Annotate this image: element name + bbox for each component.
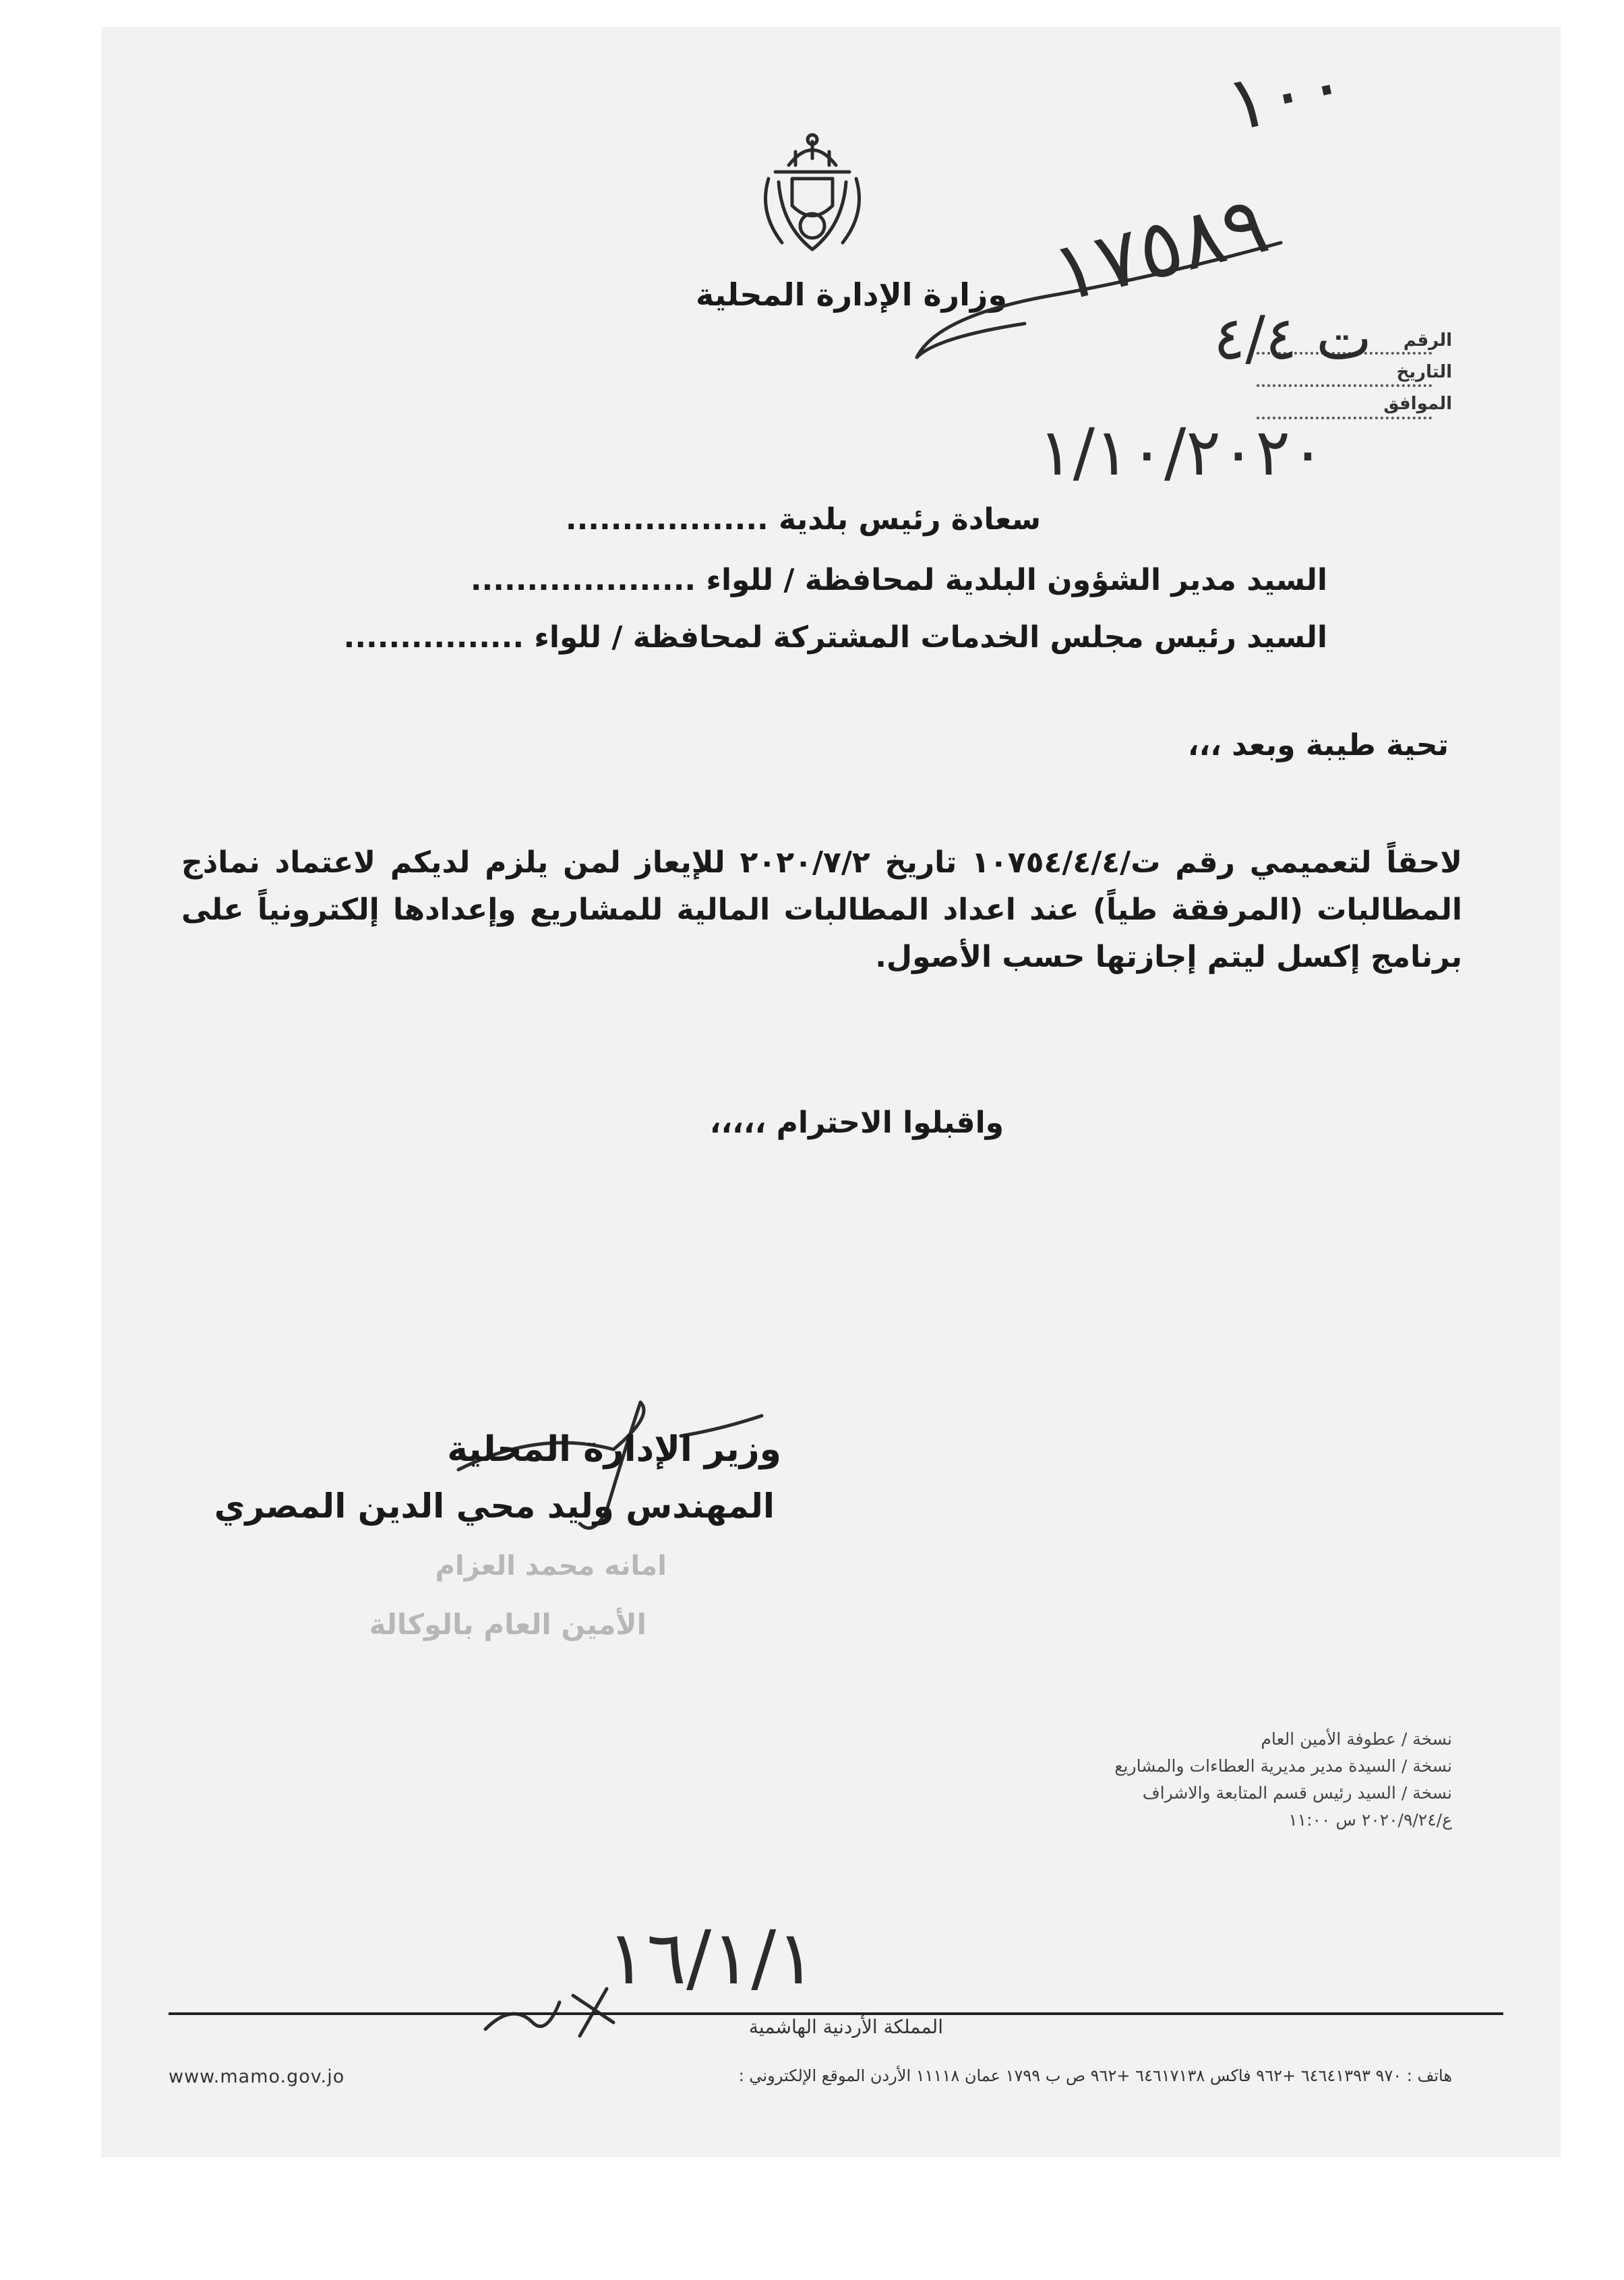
hijri-label: الموافق bbox=[1383, 394, 1452, 414]
address-line-3: السيد رئيس مجلس الخدمات المشتركة لمحافظة / للواء ................ bbox=[343, 620, 1327, 655]
handwritten-number: ١٠٠ bbox=[1219, 38, 1354, 149]
footer-contact: هاتف : ٩٧٠ ٦٤٦٤١٣٩٣ +٩٦٢ فاكس ٦٤٦١٧١٣٨ +٩٦٢ ص ب ١٧٩٩ عمان ١١١١٨ الأردن الموقع الإلكتروني : bbox=[738, 2066, 1452, 2085]
stamp-title: الأمين العام بالوكالة bbox=[369, 1608, 646, 1641]
signature-mark bbox=[438, 1389, 775, 1551]
ministry-name: وزارة الإدارة المحلية bbox=[695, 276, 1007, 313]
handwritten-bottom-date: ١٦/١/١ bbox=[607, 1915, 816, 2001]
coat-of-arms-icon bbox=[742, 125, 883, 266]
cc-item: نسخة / السيدة مدير مديرية العطاءات والمشاريع bbox=[1114, 1756, 1452, 1776]
address-line-1: سعادة رئيس بلدية .................. bbox=[565, 502, 1041, 537]
cc-item: ع/٢٠٢٠/٩/٢٤ س ١١:٠٠ bbox=[1288, 1810, 1452, 1830]
cc-list bbox=[1114, 1726, 1452, 1834]
ref-label: الرقم bbox=[1403, 330, 1452, 351]
closing: واقبلوا الاحترام ،،،،، bbox=[709, 1106, 1004, 1140]
footer-rule bbox=[169, 2012, 1503, 2015]
handwritten-code: ١٧٥٨٩ bbox=[1043, 177, 1277, 321]
footer-website[interactable]: www.mamo.gov.jo bbox=[169, 2066, 345, 2087]
handwritten-ref: ت ٤/٤ bbox=[1213, 303, 1373, 373]
date-label: التاريخ bbox=[1396, 362, 1452, 382]
address-line-2: السيد مدير الشؤون البلدية لمحافظة / للواء .................... bbox=[470, 563, 1327, 597]
cc-item: نسخة / السيد رئيس قسم المتابعة والاشراف bbox=[1142, 1783, 1452, 1803]
stamp-name: امانه محمد العزام bbox=[435, 1551, 667, 1582]
footer-kingdom: المملكة الأردنية الهاشمية bbox=[748, 2016, 943, 2038]
handwritten-date: ١/١٠/٢٠٢٠ bbox=[1038, 415, 1325, 490]
greeting: تحية طيبة وبعد ،،، bbox=[1187, 728, 1449, 762]
cc-item: نسخة / عطوفة الأمين العام bbox=[1261, 1729, 1452, 1749]
letter-body: لاحقاً لتعميمي رقم ت/١٠٧٥٤/٤/٤ تاريخ ٢٠٢٠/٧/٢ للإيعاز لمن يلزم لديكم لاعتماد نماذج المطالبات (المرفقة طياً) عند اعداد المطالبات المالية للمشاريع وإعدادها إلكترونياً على برنامج إكسل ليتم إجازتها حسب الأصول. bbox=[181, 845, 1462, 974]
signatory-name: المهندس وليد محي الدين المصري bbox=[214, 1487, 775, 1526]
signatory-title: وزير الإدارة المحلية bbox=[447, 1429, 781, 1470]
date-dots bbox=[1257, 384, 1432, 387]
